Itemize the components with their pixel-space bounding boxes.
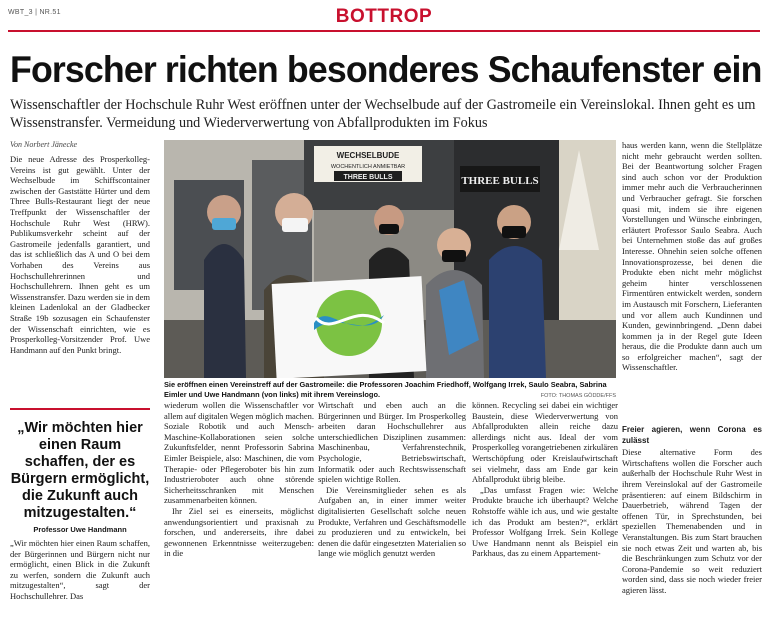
- quote-body: „Wir möchten hier einen Raum schaffen, der Bürgerinnen und Bürgern nicht nur ermöglicht, einen Blick in die Zukunft zu werfen, sondern die Zukunft auch mitzugestalten“, sagt der Hochschullehrer. Das: [10, 538, 150, 601]
- paragraph: Die neue Adresse des Prosperkolleg-Vereins ist gut gewählt. Unter der Wechselbude im Schiffscontainer zwischen der Gaststätte Hürter und dem Three Bulls-Restaurant liegt der neue Treffpunkt der Wissenschaftler der Hochschule Ruhr West (HRW). Publikumsverkehr scheint auf der Gastromeile jedenfalls garantiert, und das ist schließlich das A und O bei dem Vorhaben des Vereins aus Hochschullehrerinnen und Hochschullehrern. Ihnen geht es um Wissenstransfer. Dazu werden sie in dem kleinen Ladenlokal an der Gladbecker Straße 19b sozusagen ein Schaufenster der Wissenschaft einrichten, wie es Prosperkolleg-Vorsitzender Prof. Uwe Handmann auf den Punkt bringt.: [10, 154, 150, 355]
- column-4: [472, 400, 618, 559]
- paragraph: haus werden kann, wenn die Stellplätze nicht mehr gebraucht werden sollten. Bei der Beantwortung solcher Fragen sind auch schon vor der Produktion immer mehr auch die Verbraucherinnen und Verbraucher gefragt. Sie forschen quasi mit, indem sie ihre eigenen Vorstellungen und Wünsche einbringen, erläutert Professor Saulo Seabra. Auch bei Unternehmen stoße das auf großes Interesse. Ohnehin seien solche offenen Innovationsprozesse, bei denen die Produkte eben nicht mehr möglichst geheim hinter verschlossenen Firmentüren entwickelt werden, sondern im Austausch mit Forschern, Lieferanten und vor allem auch Kundinnen und Kunden, gewinnbringend. „Denn dabei kommen ja in der Regel gute Ideen heraus, die die Produkte dann auch um so erfolgreicher machen“, sagt der Wissenschaftler.: [622, 140, 762, 373]
- quote-text: „Wir möchten hier einen Raum schaffen, der es Bürgern ermöglicht, die Zukunft auch mitzugestalten.“: [10, 420, 150, 521]
- photo-caption: [164, 380, 616, 401]
- column-5: [622, 140, 762, 373]
- header-rule: [8, 30, 760, 32]
- sign-line-2: WOCHENTLICH ANMIETBAR: [330, 164, 406, 170]
- paragraph: können. Recycling sei dabei ein wichtiger Baustein, diese Wiederverwertung von Abfallprodukten allein reiche dazu allerdings nicht aus. Ideal der vom Prosperkolleg vorangetriebenen zirkulären Wertschöpfung oder Kreislaufwirtschaft sei vielmehr, dass am Ende gar kein Abfallprodukt übrig bleibe.: [472, 400, 618, 485]
- sign-line-3: THREE BULLS: [343, 174, 393, 181]
- headline: Forscher richten besonderes Schaufenster ein: [10, 49, 762, 90]
- column-1: [10, 154, 150, 355]
- paragraph: Diese alternative Form des Wirtschaftens wollen die Forscher auch außerhalb der Hochschule Ruhr West in ihrem Vereinslokal auf der Gastromeile präsentieren: auf einem Bildschirm in Dauerbetrieb, während Tagen der offenen Tür, in Sprechstunden, bei speziellen Themenabenden und in Veranstaltungen. Bis zum Start brauchen sie noch etwas Zeit und warten ab, bis die Beschränkungen zum Schutz vor der Corona-Pandemie so weit reduziert worden sind, dass sie noch wieder freier agieren lässt.: [622, 447, 762, 595]
- restaurant-sign: THREE BULLS: [461, 175, 539, 187]
- photo-illustration: [164, 140, 616, 378]
- quote-author: Professor Uwe Handmann: [33, 525, 127, 534]
- paragraph: Wirtschaft und eben auch an die Bürgerinnen und Bürger. Im Prosperkolleg arbeiten daran Hochschullehrer aus unterschiedlichen Disziplinen zusammen: Maschinenbau, Verfahrenstechnik, Psychologie, Betriebswirtschaft, Informatik oder auch Rechtswissenschaft spielen wichtige Rollen.: [318, 400, 466, 485]
- article-photo: [164, 140, 616, 378]
- paragraph: „Das umfasst Fragen wie: Welche Produkte brauche ich überhaupt? Welche Rohstoffe wähle ich aus, und wie gestalte ich das Produkt am besten?“, erklärt Professor Wolfgang Irrek. Sein Kollege Uwe Handmann nennt als Beispiel ein Parkhaus, das zu einem Appartement-: [472, 484, 618, 559]
- column-2: [164, 400, 314, 559]
- photo-credit: FOTO: THOMAS GÖDDE/FFS: [540, 392, 616, 399]
- page-tag: WBT_3 | NR.51: [8, 9, 61, 16]
- byline: Von Norbert Jänecke: [10, 140, 78, 149]
- column-5-continued: [622, 425, 762, 596]
- section-title: BOTTROP: [335, 6, 433, 27]
- subline: Wissenschaftler der Hochschule Ruhr West eröffnen unter der Wechselbude auf der Gastromeile ein Vereinslokal. Ihnen geht es um Wissenstransfer. Vermeidung und Wiederverwertung von Abfallprodukten im Fokus: [10, 97, 756, 131]
- paragraph: Die Vereinsmitglieder sehen es als Aufgaben an, in einer immer weiter digitalisierten Gesellschaft solche neuen Produkte, Verfahren und Geschäftsmodelle zu produzieren und zu entwickeln, bei denen die dafür eingesetzten Materialien so lange wie möglich genutzt werden: [318, 484, 466, 559]
- column-3: [318, 400, 466, 559]
- paragraph: wiederum wollen die Wissenschaftler vor allem auf digitalen Wegen möglich machen. Soziale Robotik und auch Mensch-Maschine-Kollaborationen seien solche Zukunftsfelder, nennt Professorin Sabrina Eimler Beispiele, also: Maschinen, die vom Therapie- oder Pflegeroboter bis hin zum Industrieroboter auch ohne störende Sicherheitsschranken mit Menschen zusammenarbeiten können.: [164, 400, 314, 506]
- subheading: Freier agieren, wenn Corona es zulässt: [622, 425, 762, 445]
- caption-text: Sie eröffnen einen Vereinstreff auf der Gastromeile: die Professoren Joachim Friedhoff, Wolfgang Irrek, Saulo Seabra, Sabrina Eimler und Uwe Handmann (von links) mit ihrem Vereinslogo.: [164, 380, 607, 399]
- sign-line-1: WECHSELBUDE: [336, 151, 400, 160]
- pull-quote: [10, 408, 150, 534]
- paragraph: Ihr Ziel sei es einerseits, möglichst anwendungsorientiert und praxisnah zu forschen, und andererseits, ihre dabei gewonnenen Erkenntnisse weiterzugeben: in die: [164, 505, 314, 559]
